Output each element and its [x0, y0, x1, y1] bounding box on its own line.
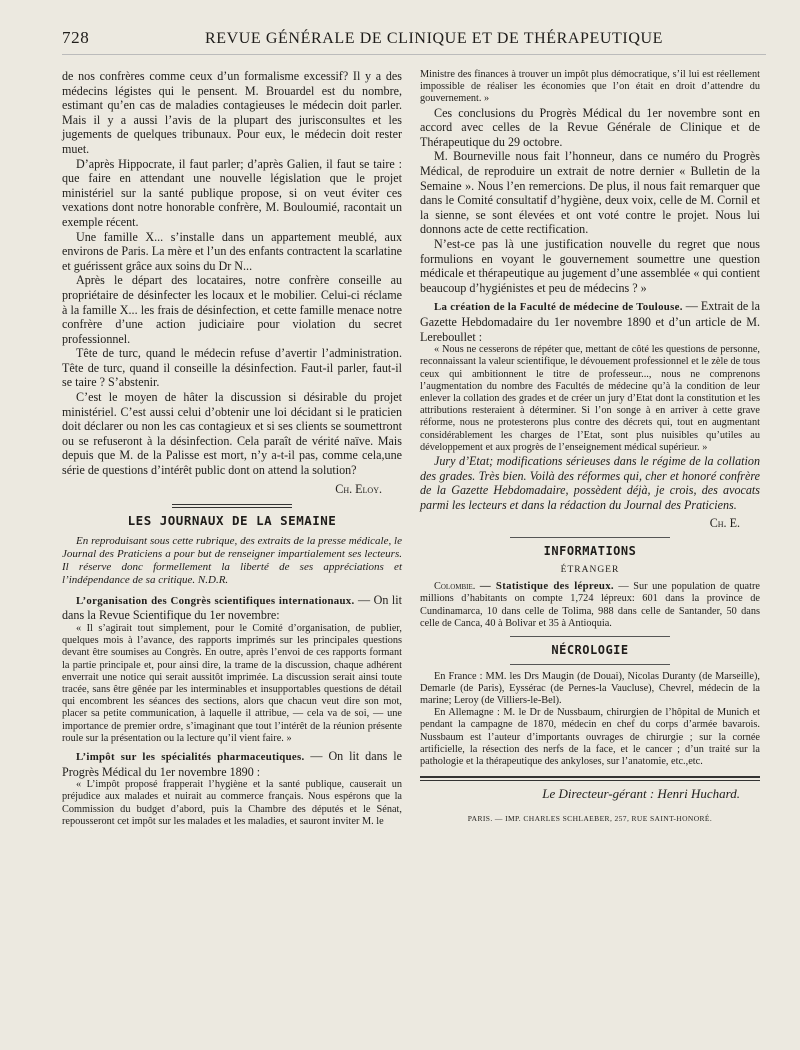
printer-line: PARIS. — IMP. CHARLES SCHLAEBER, 257, RUE SAINT-HONORÉ. — [467, 813, 713, 823]
informations-title: INFORMATIONS — [543, 543, 637, 558]
paragraph: Ces conclusions du Progrès Médical du 1er novembre sont en accord avec celles de la Revue Générale de Clinique et de Thérapeutique du 29 octobre. — [420, 105, 760, 149]
paragraph: Une famille X... s’installe dans un appartement meublé, aux environs de Paris. La mère et l’un des enfants contractent la scarlatine et guérissent grâce aux soins du Dr N... — [62, 229, 402, 273]
quote: « Nous ne cesserons de répéter que, mettant de côté les questions de personne, reconnaissant la valeur scientifique, le dévouement professionnel et le zèle de tous ceux qui ambitionnent le titre de professeur..., nous ne comprenons l’augmentation du nombre des Facultés de médecine qu’à la condition de leur enlever la collation des grades et de créer un jury d’Etat dont la constitution et les attributions resteraient à déterminer. Si l’on songe à en arriver à cette grave réforme, nous ne protesterons plus contre des décrets qui, tout en augmentant considérablement les charges de l’Etat, sont plus nuisibles qu’utiles au développement et aux progrès de l’enseignement médical supérieur. » — [420, 344, 760, 453]
info-text: — Sur une population de quatre millions d’habitants on compte 1,724 lépreux: 601 dans la province de Cundinamarca, 10 dans celle de Tolima, 988 dans celle de Santander, 50 dans celle de Canca, 40 à Bolivar et 35 à Antioquia. — [420, 581, 760, 629]
section-intro: En reproduisant sous cette rubrique, des extraits de la presse médicale, le Journal des Praticiens a pour but de renseigner impartialement ses lecteurs. Il réserve donc formellement la liberté de ses appréciations et l’indépendance de sa critique. N.D.R. — [62, 534, 402, 586]
author-signature: Ch. E. — [709, 516, 740, 531]
paragraph: de nos confrères comme ceux d’un formalisme excessif? Il y a des médecins légistes qui le pensent. M. Brouardel est du nombre, estimant qu’en cas de maladies contagieuses le médecin doit parler. Mais il y a aussi l’avis de la plupart des jurisconsultes et les jugements de quelques tribunaux. Pour eux, le médecin doit rester muet. — [62, 69, 402, 156]
running-header — [62, 28, 766, 55]
paragraph: Jury d’Etat; modifications sérieuses dans le régime de la collation des grades. Très bien. Voilà des réformes qui, cher et honoré confrère de la Gazette Hebdomadaire, possèdent déjà, je crois, des avocats parmi les lecteurs et dans la rédaction du Journal des Praticiens. — [420, 453, 760, 512]
author-signature: Ch. Eloy. — [335, 481, 382, 496]
director-gerant: Le Directeur-gérant : Henri Huchard. — [542, 786, 740, 802]
info-place: Colombie. — [434, 581, 476, 593]
info-subject: — Statistique des lépreux. — [479, 580, 614, 593]
paragraph: M. Bourneville nous fait l’honneur, dans ce numéro du Progrès Médical, de reproduire un extrait de notre dernier « Bulletin de la Semaine ». Nous l’en remercions. De plus, il nous fait remarquer que dans le Comité consultatif d’hygiène, deux voix, celle de M. Cornil et la sienne, se sont élevées et ont voté contre le projet. Nous lui donnons acte de cette rectification. — [420, 149, 760, 237]
quote-continued: Ministre des finances à trouver un impôt plus démocratique, s’il lui est réellement impossible de réaliser les économies que l’on était en droit d’attendre du gouvernement. » — [420, 69, 760, 105]
necrology-france: En France : MM. les Drs Maugin (de Douai), Nicolas Duranty (de Marseille), Demarle (de Paris), Eyssérac (de Pernes-la Vaucluse), Chevrel, médecin de la marine; Leroy (de Villiers-le-Bel). — [420, 670, 760, 706]
rule — [510, 537, 670, 538]
paragraph: Après le départ des locataires, notre confrère conseille au propriétaire de désinfecter les locaux et le mobilier. Celui-ci réclame à la famille X... les frais de désinfection, et cette famille menace notre confrère d’une action judiciaire pour violation du secret professionnel. — [62, 273, 402, 346]
paragraph: C’est le moyen de hâter la discussion si désirable du projet ministériel. C’est aussi celui d’obtenir une loi décidant si le praticien doit déclarer ou non les cas contagieux et si ses clients se soumettront ou se refuseront à la désinfection. Cela paraît de vérité naïve. Mais depuis que M. de la Palisse est mort, n’y a-t-il pas, comme cela,une série de questions d’intérêt public dont on attend la solution? — [62, 390, 402, 478]
section-title: LES JOURNAUX DE LA SEMAINE — [127, 513, 337, 529]
rule — [510, 636, 670, 637]
paragraph: N’est-ce pas là une justification nouvelle du regret que nous formulions en voyant le gouvernement soumettre une question médicale et thérapeutique au jugement d’une assemblée « qui contient beaucoup d’hygiénistes et peu de médecins ? » — [420, 236, 760, 295]
article-title: L’organisation des Congrès scientifiques internationaux. — [76, 594, 355, 607]
etranger-label: ÉTRANGER — [560, 564, 620, 575]
article-lead: — On lit dans le Progrès Médical du 1er novembre 1890 : — [62, 749, 402, 779]
article-title: L’impôt sur les spécialités pharmaceutiques. — [76, 751, 305, 764]
final-rule — [420, 776, 760, 781]
necrology-allemagne: En Allemagne : M. le Dr de Nussbaum, chirurgien de l’hôpital de Munich et pendant la campagne de 1870, médecin en chef du corps d’armée bavarois. Nussbaum est l’auteur d’importants ouvrages de chirurgie ; sur la cornée artificielle, la résection des nerfs de la face, et le cancer ; d’un traité sur la pathologie et la thérapeutique des ankyloses, sur l’anatomie, etc.,etc. — [420, 707, 760, 767]
journal-title: REVUE GÉNÉRALE DE CLINIQUE ET DE THÉRAPEUTIQUE — [204, 30, 664, 47]
left-column — [62, 69, 402, 828]
quote: « L’impôt proposé frapperait l’hygiène et la santé publique, causerait un préjudice aux malades et nuirait au commerce français. Nous espérons que la Commission du budget d’abord, puis la Chambre des députés et le Sénat, repousseront cet impôt sur les malades et les maladies, et sauront inviter M. le — [62, 779, 402, 827]
quote: « Il s’agirait tout simplement, pour le Comité d’organisation, de publier, quelques mois à l’avance, des rapports imprimés sur les principales questions devant être soumises au Congrès. En outre, après l’envoi de ces rapports formant la partie principale et, pour ainsi dire, la trame de la discussion, chaque adhérent enverrait une notice qui serait aussitôt imprimée. La discussion serait ainsi toute tracée, sans être gênée par les interminables et insupportables questions de détail qui encombrent les séances des sections, alors que chacun veut dire son mot, placer sa petite communication, à laquelle il attribue, — cela va de soi, — une importance de premier ordre, s’imaginant que tout l’intérêt de la réunion présente roule sur la présentation ou la lecture qu’il vient faire. » — [62, 623, 402, 744]
necrologie-title: NÉCROLOGIE — [551, 642, 629, 657]
right-column — [420, 69, 760, 828]
article-lead: — On lit dans la Revue Scientifique du 1er novembre: — [62, 592, 402, 623]
article-title: La création de la Faculté de médecine de Toulouse. — [434, 301, 683, 314]
double-rule — [172, 504, 292, 508]
paragraph: D’après Hippocrate, il faut parler; d’après Galien, il faut se taire : que faire en attendant une nouvelle législation que le projet ministériel sur la santé publique propose, si on veut éviter ces vexations dont notre honorable confrère, M. Bouloumié, racontait un exemple récent. — [62, 156, 402, 229]
article-lead: — Extrait de la Gazette Hebdomadaire du 1er novembre 1890 et d’un article de M. Lereboullet : — [420, 299, 760, 344]
page-number: 728 — [62, 28, 90, 47]
paragraph: Tête de turc, quand le médecin refuse d’avertir l’administration. Tête de turc, quand il conseille la désinfection. Faut-il parler, faut-il se taire ? S’abstenir. — [62, 346, 402, 390]
rule — [510, 664, 670, 665]
